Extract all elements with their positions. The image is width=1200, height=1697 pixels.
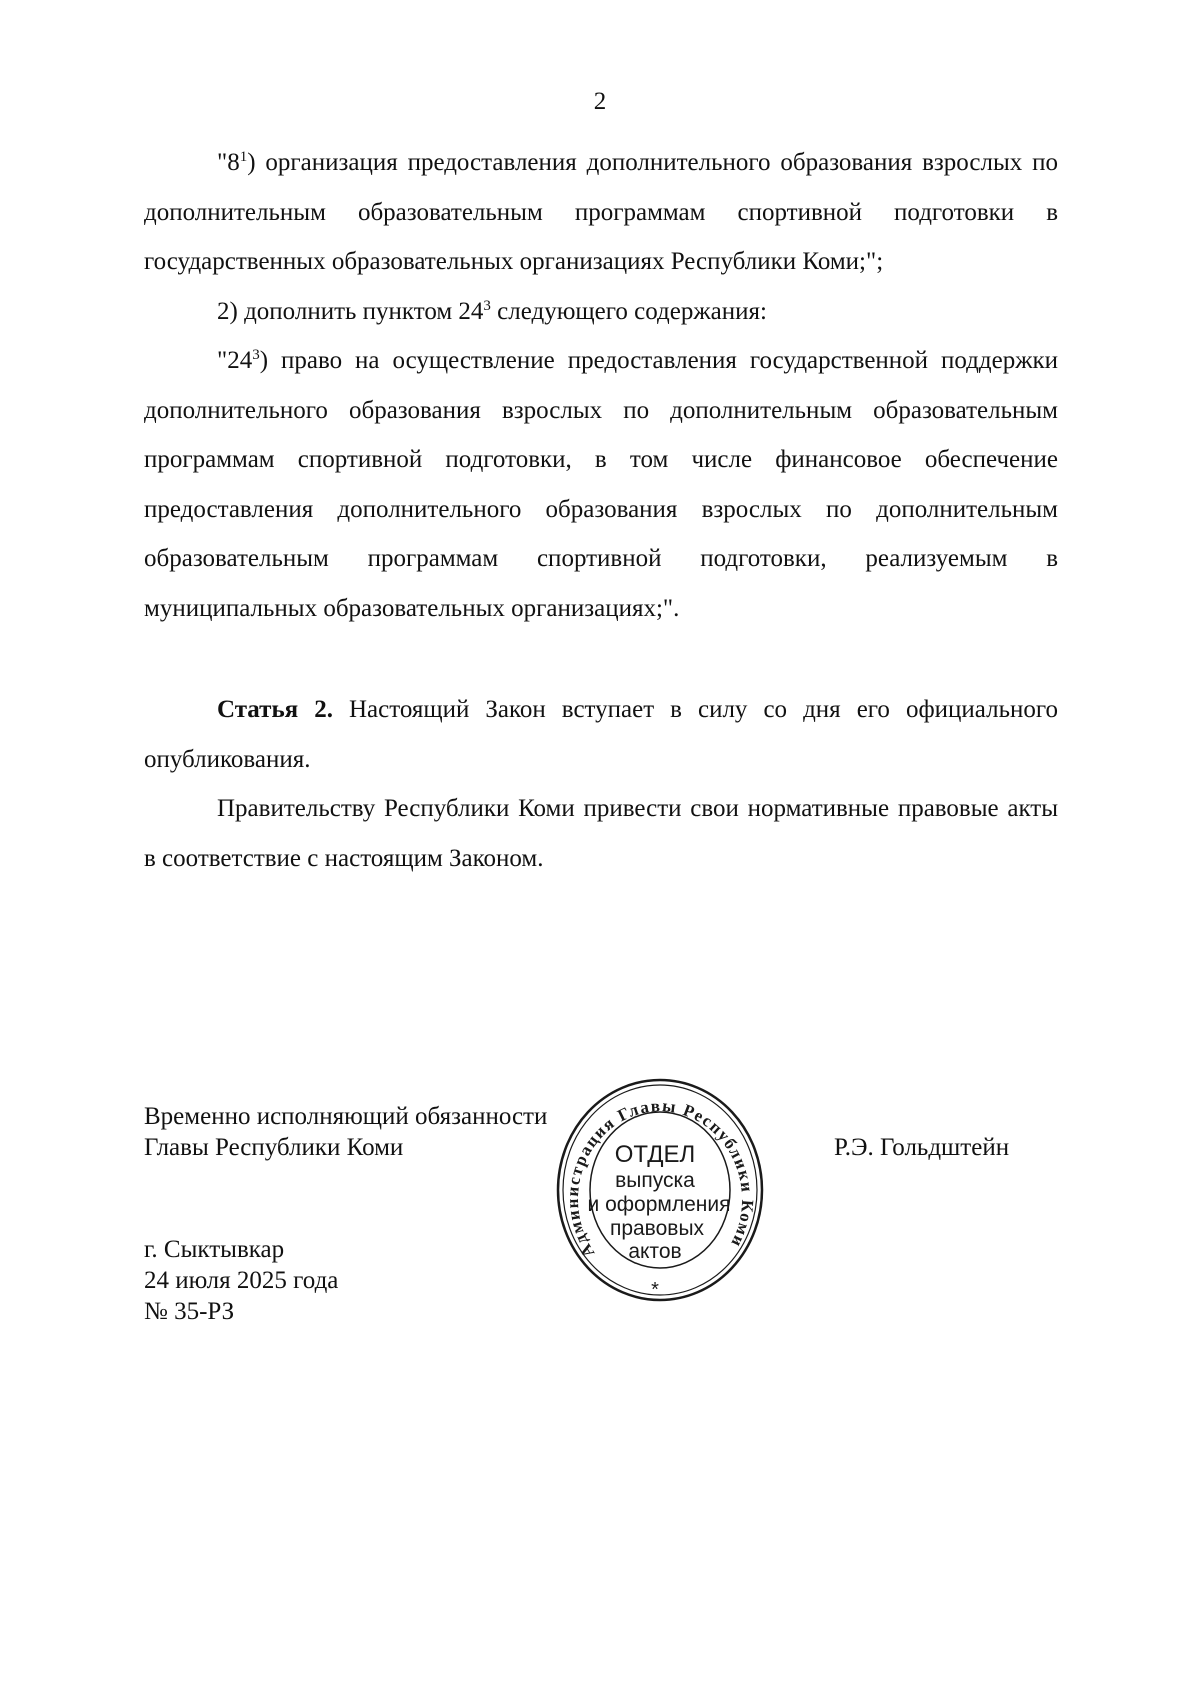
signatory-title-line1: Временно исполняющий обязанности: [144, 1103, 548, 1130]
law-number: № 35-РЗ: [144, 1298, 235, 1325]
date: 24 июля 2025 года: [144, 1267, 339, 1294]
stamp-line-3: и оформления: [587, 1193, 731, 1216]
paragraph-text: следующего содержания:: [490, 297, 767, 325]
stamp-ring-text: Администрация Главы Республики Коми: [562, 1096, 758, 1262]
paragraph-text: ) право на осуществление предоставления государственной поддержки дополнительного образования взрослых по дополнительным образовательным программам спортивной подготовки, в том числе финансовое обеспечение предоставления дополнительного образования взрослых по дополнительным образовательным программам спортивной подготовки, реализуемым в муниципальных образовательных организациях;".: [144, 347, 1058, 622]
signatory-name: Р.Э. Гольдштейн: [834, 1134, 1010, 1161]
city: г. Сыктывкар: [144, 1236, 285, 1263]
official-stamp: [555, 1078, 765, 1308]
stamp-star: *: [651, 1279, 659, 1301]
place-date-block: [144, 1234, 338, 1327]
stamp-line-1: ОТДЕЛ: [614, 1141, 696, 1168]
item-number: "8: [217, 149, 240, 176]
page-number: 2: [593, 88, 607, 115]
paragraph-government: Правительству Республики Коми привести свои нормативные правовые акты в соответствие с настоящим Законом.: [144, 795, 1058, 872]
paragraph-item-24-3: [144, 336, 1058, 633]
spacer: [144, 633, 1058, 685]
superscript: 3: [252, 347, 260, 363]
superscript: 1: [239, 149, 248, 165]
document-body: [144, 138, 1058, 883]
paragraph-text: ) организация предоставления дополнительного образования взрослых по дополнительным образовательным программам спортивной подготовки в государственных образовательных организациях Республики Коми;";: [144, 149, 1058, 275]
stamp-line-5: актов: [628, 1240, 682, 1263]
stamp-line-4: правовых: [609, 1217, 705, 1240]
article-2: [144, 685, 1058, 784]
stamp-line-2: выпуска: [615, 1169, 695, 1192]
item-number: "24: [217, 347, 253, 374]
article-text: Настоящий Закон вступает в силу со дня его официального опубликования.: [144, 696, 1058, 773]
paragraph-text: 2) дополнить пунктом 24: [217, 297, 484, 325]
signatory-title-line2: Главы Республики Коми: [144, 1134, 404, 1161]
article-label: Статья 2.: [217, 696, 333, 723]
superscript: 3: [483, 297, 491, 314]
signature-block: [144, 1101, 547, 1163]
paragraph-item-8-1: [144, 138, 1058, 287]
paragraph-amendment-2: [144, 287, 1058, 337]
